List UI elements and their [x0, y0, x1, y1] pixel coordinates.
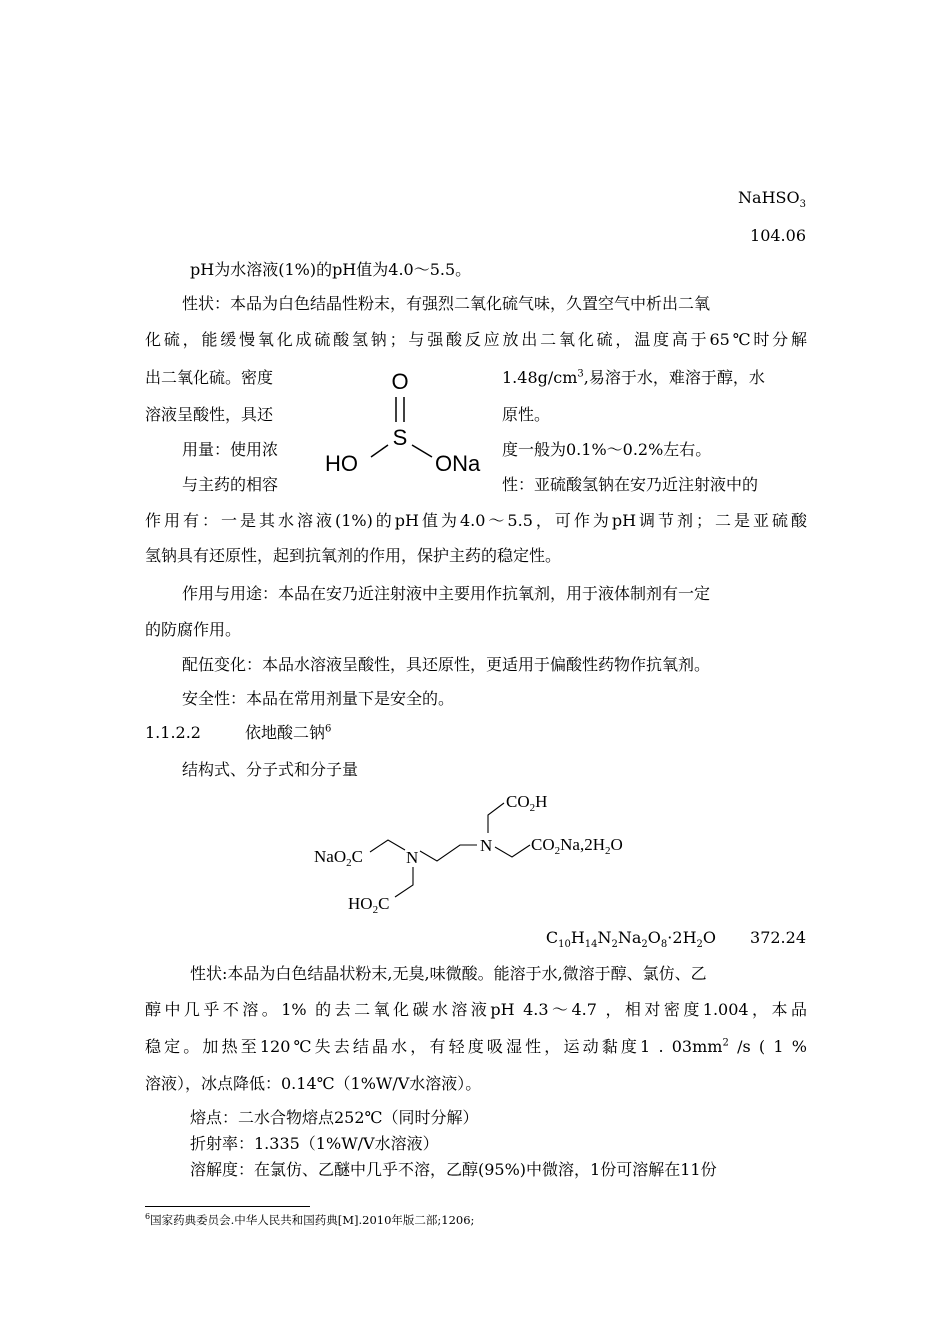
props-line-3-left: 出二氧化硫。密度 — [145, 368, 274, 387]
co2h-top-label: $CO_2H$ — [506, 792, 548, 814]
props-line-2: 化硫，能缓慢氧化成硫酸氢钠；与强酸反应放出二氧化硫，温度高于65℃时分解 — [145, 330, 807, 349]
co2na-label: $CO_2Na,2H_2O$ — [531, 835, 623, 857]
props-line-4-left: 溶液呈酸性，具还 — [145, 405, 274, 424]
formula-nahso3: NaHSO$_3$ — [738, 188, 806, 211]
edta-formula-mw: $C_{10}H_{14}N_2Na_2O_8\cdot 2H_2O$ 372.24 — [545, 928, 806, 951]
melting-point-line: 熔点：二水合物熔点252℃（同时分解） — [190, 1108, 479, 1127]
nahso3-structure — [315, 365, 500, 480]
sodium-oxide-label: ONa — [435, 451, 481, 476]
props-line-3-right: $1.48g/cm^3$,易溶于水，难溶于醇，水 — [502, 368, 765, 387]
refractive-index-line: 折射率：1.335（1%W/V水溶液） — [190, 1134, 439, 1153]
nitrogen-2-label: N — [480, 836, 493, 855]
sulfur-label: S — [392, 425, 408, 450]
structure-subheading: 结构式、分子式和分子量 — [182, 760, 359, 779]
edta-structure — [310, 785, 650, 920]
hydroxyl-label: HO — [325, 451, 358, 476]
use-line-1: 作用与用途：本品在安乃近注射液中主要用作抗氧剂，用于液体制剂有一定 — [182, 584, 711, 603]
oxygen-label: O — [391, 369, 409, 394]
nao2c-label: NaO$_2$C — [314, 847, 363, 869]
compat-line-3: 氢钠具有还原性，起到抗氧剂的作用，保护主药的稳定性。 — [145, 546, 562, 565]
incompat-line: 配伍变化：本品水溶液呈酸性，具还原性，更适用于偏酸性药物作抗氧剂。 — [182, 655, 711, 674]
edta-props-line-3: 稳定。加热至120℃失去结晶水，有轻度吸湿性，运动黏度1 . $03mm^2$ /s ( 1 % — [145, 1037, 807, 1056]
use-line-2: 的防腐作用。 — [145, 620, 242, 639]
ph-line: pH为水溶液(1%)的pH值为4.0～5.5。 — [190, 260, 472, 279]
nitrogen-1-label: N — [406, 848, 419, 867]
footnote: $^6$国家药典委员会.中华人民共和国药典[M].2010年版二部;1206; — [145, 1212, 475, 1227]
ho2c-label: $HO_2C$ — [348, 894, 390, 916]
section-title: 依地酸二钠$^6$ — [245, 723, 332, 742]
footnote-rule — [145, 1206, 310, 1207]
edta-props-line-2: 醇中几乎不溶。1% 的去二氧化碳水溶液pH 4.3～4.7 ，相对密度1.004，本品 — [145, 1000, 807, 1019]
molecular-weight: 104.06 — [750, 226, 806, 245]
props-line-1: 性状：本品为白色结晶性粉末，有强烈二氧化硫气味，久置空气中析出二氧 — [182, 294, 711, 313]
section-number: 1.1.2.2 — [145, 723, 201, 742]
edta-props-line-4: 溶液），冰点降低：0.14℃（1%W/V水溶液）。 — [145, 1074, 482, 1093]
solubility-line: 溶解度：在氯仿、乙醚中几乎不溶，乙醇(95%)中微溶，1份可溶解在11份 — [190, 1160, 717, 1179]
compat-line-2: 作用有：一是其水溶液(1%)的pH值为4.0～5.5，可作为pH调节剂；二是亚硫酸 — [145, 511, 807, 530]
dose-left: 用量：使用浓 — [182, 440, 279, 459]
props-line-4-right: 原性。 — [502, 405, 551, 424]
safety-line: 安全性：本品在常用剂量下是安全的。 — [182, 689, 455, 708]
dose-right: 度一般为0.1%～0.2%左右。 — [502, 440, 712, 459]
compat-right: 性：亚硫酸氢钠在安乃近注射液中的 — [502, 475, 759, 494]
compat-left: 与主药的相容 — [182, 475, 279, 494]
edta-props-line-1: 性状:本品为白色结晶状粉末,无臭,味微酸。能溶于水,微溶于醇、氯仿、乙 — [190, 964, 707, 983]
